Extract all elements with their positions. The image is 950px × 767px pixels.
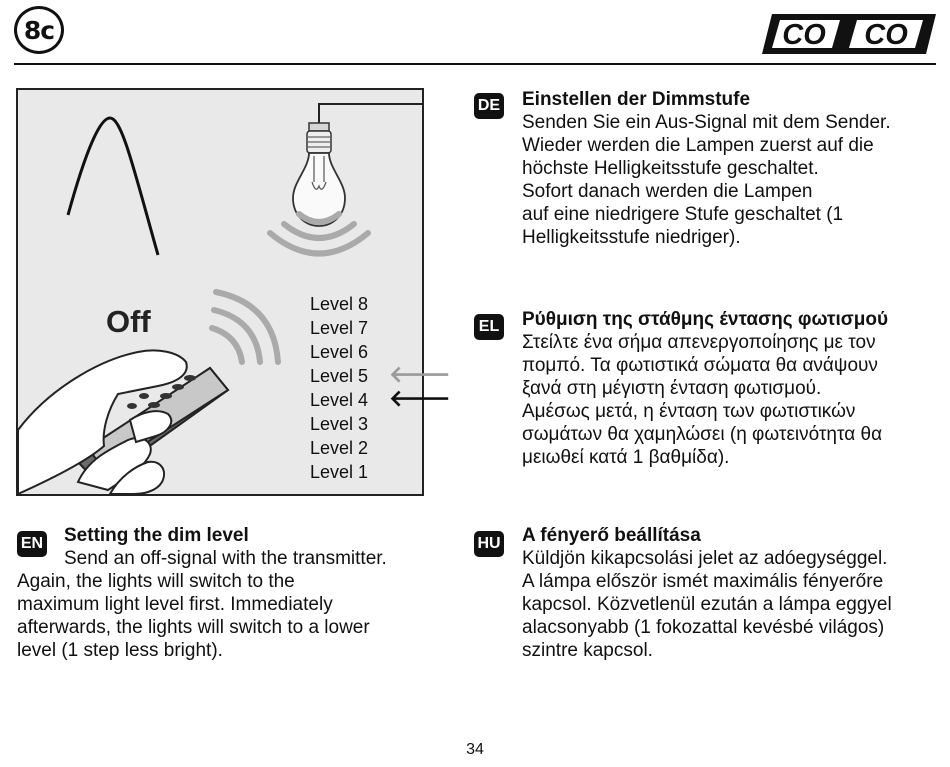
level-item: Level 4 (310, 390, 369, 410)
text-line: auf eine niedrigere Stufe geschaltet (1 (522, 204, 844, 225)
section-title: A fényerő beállítása (522, 525, 701, 546)
lang-badge-hu: HU (474, 531, 504, 557)
section-title: Ρύθμιση της στάθμης έντασης φωτισμού (522, 309, 889, 330)
text-line: Send an off-signal with the transmitter. (64, 548, 387, 569)
text-line: maximum light level first. Immediately (17, 594, 333, 615)
text-line: szintre kapcsol. (522, 640, 653, 661)
lang-badge-el: EL (474, 314, 504, 340)
section-title: Einstellen der Dimmstufe (522, 89, 751, 110)
text-line: μειωθεί κατά 1 βαθμίδα). (522, 447, 730, 468)
off-label: Off (106, 304, 151, 339)
text-line: höchste Helligkeitsstufe geschaltet. (522, 158, 819, 179)
step-badge (14, 6, 64, 54)
svg-text:CO: CO (782, 19, 826, 51)
text-line: A lámpa először ismét maximális fényerőre (522, 571, 884, 592)
section-en-body (17, 570, 437, 662)
section-de (522, 88, 938, 249)
section-title: Setting the dim level (64, 525, 249, 546)
text-line: afterwards, the lights will switch to a lower (17, 617, 370, 638)
signal-waves-icon (212, 292, 278, 362)
header-rule (14, 63, 936, 65)
text-line: Helligkeitsstufe niedriger). (522, 227, 741, 248)
text-line: alacsonyabb (1 fokozattal kevésbé világos) (522, 617, 885, 638)
lang-badge-en: EN (17, 531, 47, 557)
text-line: Wieder werden die Lampen zuerst auf die (522, 135, 874, 156)
level-item: Level 5 (310, 366, 369, 386)
text-line: Sofort danach werden die Lampen (522, 181, 813, 202)
text-line: Again, the lights will switch to the (17, 571, 295, 592)
text-line: level (1 step less bright). (17, 640, 223, 661)
dimming-illustration (16, 88, 451, 496)
arrow-left-icon: 🡐 (389, 386, 451, 412)
coco-logo (760, 12, 938, 56)
step-label: 8c (23, 15, 55, 45)
text-line: σωμάτων θα χαμηλώσει (η φωτεινότητα θα (522, 424, 883, 445)
text-line: ξανά στη μέγιστη ένταση φωτισμού. (522, 378, 822, 399)
text-line: Küldjön kikapcsolási jelet az adóegységgel. (522, 548, 888, 569)
section-hu (522, 524, 942, 662)
bulb-icon (293, 123, 345, 226)
level-list (310, 292, 368, 484)
bulb-wire (319, 104, 422, 125)
level-item: Level 3 (310, 414, 369, 434)
hand-icon (18, 350, 187, 494)
text-line: kapcsol. Közvetlenül ezután a lámpa eggyel (522, 594, 892, 615)
light-waves-icon (270, 214, 368, 254)
text-line: Στείλτε ένα σήμα απενεργοποίησης με τον (522, 332, 876, 353)
level-item: Level 7 (310, 318, 369, 338)
lang-badge-de: DE (474, 93, 504, 119)
level-item: Level 6 (310, 342, 369, 362)
section-el (522, 308, 938, 469)
page-number: 34 (466, 741, 484, 758)
svg-text:CO: CO (864, 19, 908, 51)
level-item: Level 1 (310, 462, 369, 482)
brightness-curve-icon (68, 118, 158, 255)
arrow-left-icon: 🡐 (389, 362, 451, 388)
text-line: πομπό. Τα φωτιστικά σώματα θα ανάψουν (522, 355, 878, 376)
text-line: Senden Sie ein Aus-Signal mit dem Sender. (522, 112, 891, 133)
section-en-head (64, 524, 436, 570)
level-item: Level 8 (310, 294, 369, 314)
text-line: Αμέσως μετά, η ένταση των φωτιστικών (522, 401, 856, 422)
level-item: Level 2 (310, 438, 369, 458)
